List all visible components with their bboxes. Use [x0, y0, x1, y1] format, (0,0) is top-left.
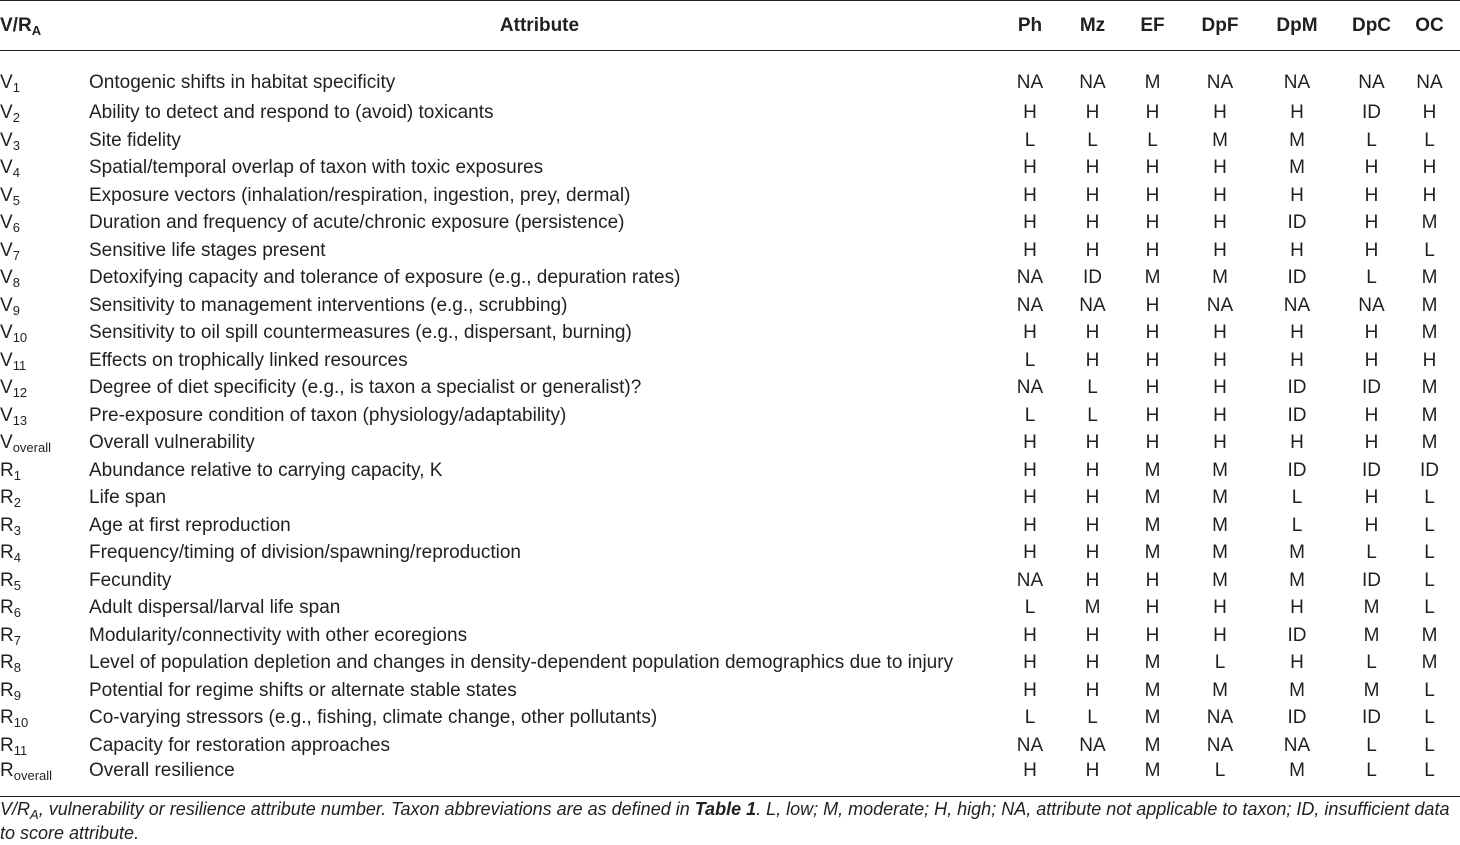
table-row [0, 759, 1460, 797]
score-cell: M [1084, 597, 1101, 619]
score-cell: H [1145, 404, 1160, 426]
attribute-description: Sensitivity to oil spill countermeasures (e.g., dispersant, burning) [89, 322, 632, 344]
score-cell: M [1250, 759, 1344, 797]
score-cell: H [1290, 432, 1304, 454]
score-cell: H [1213, 404, 1227, 426]
score-cell: M [1421, 377, 1438, 399]
table-row [0, 237, 1460, 265]
score-cell: H [1364, 432, 1379, 454]
score-cell: M [1144, 487, 1161, 509]
score-cell: H [1085, 212, 1100, 234]
score-cell: L [1190, 759, 1250, 797]
score-cell: NA [1016, 734, 1044, 756]
score-cell: H [1364, 184, 1379, 206]
attribute-description: Co-varying stressors (e.g., fishing, climate change, other pollutants) [89, 707, 658, 729]
score-cell: L [1424, 597, 1435, 619]
score-cell: H [1085, 679, 1100, 701]
score-cell: H [1023, 239, 1037, 261]
attribute-description: Level of population depletion and changes in density-dependent population demographics due to injury [89, 652, 954, 674]
score-cell: L [1366, 129, 1377, 151]
score-cell: M [1421, 624, 1438, 646]
attribute-id: $V_1$ [0, 72, 20, 95]
score-cell: M [1115, 759, 1190, 797]
score-cell: L [1147, 129, 1158, 151]
score-cell: NA [1358, 294, 1385, 316]
score-cell: H [1023, 322, 1037, 344]
score-cell: NA [1079, 72, 1106, 93]
score-cell: H [1023, 652, 1037, 674]
score-cell: H [1145, 294, 1160, 316]
table-row [0, 347, 1460, 375]
score-cell: H [1145, 212, 1160, 234]
attribute-id: $R_7$ [0, 624, 21, 648]
score-cell: ID [1287, 404, 1307, 426]
score-cell: H [1290, 102, 1304, 124]
score-cell: H [1023, 184, 1037, 206]
score-cell: H [1023, 432, 1037, 454]
header-id: $V/R_A$ [0, 1, 89, 51]
attribute-id: $V_{13}$ [0, 404, 28, 428]
score-cell: ID [1362, 707, 1381, 729]
attribute-description: Modularity/connectivity with other ecoregions [89, 624, 468, 646]
score-cell: L [1214, 652, 1226, 674]
header-taxon-oc: OC [1399, 1, 1460, 51]
table-row [0, 457, 1460, 485]
score-cell: L [1024, 707, 1036, 729]
score-cell: H [1290, 239, 1304, 261]
score-cell: M [1421, 267, 1438, 289]
score-cell: H [1145, 239, 1160, 261]
score-cell: L [1291, 514, 1303, 536]
table-row [0, 127, 1460, 155]
score-cell: H [1422, 102, 1437, 124]
score-cell: NA [1416, 72, 1443, 93]
score-cell: M [1363, 679, 1380, 701]
table-row [0, 154, 1460, 182]
table-row [0, 567, 1460, 595]
attribute-id: $V_5$ [0, 184, 20, 208]
score-cell: H [1422, 349, 1437, 371]
score-cell: H [1023, 459, 1037, 481]
score-cell: ID [1362, 377, 1381, 399]
score-cell: NA [1016, 267, 1044, 289]
table-row [0, 649, 1460, 677]
attribute-description: Age at first reproduction [89, 514, 291, 536]
table-row [0, 594, 1460, 622]
score-cell: L [1087, 404, 1098, 426]
attribute-id: $R_8$ [0, 652, 21, 676]
score-cell: H [1364, 514, 1379, 536]
attribute-id: $R_{overall}$ [0, 759, 89, 797]
score-cell: H [1364, 239, 1379, 261]
score-cell: H [1213, 597, 1227, 619]
score-cell: H [1364, 487, 1379, 509]
score-cell: H [1145, 184, 1160, 206]
score-cell: H [1422, 184, 1437, 206]
score-cell: M [1144, 267, 1161, 289]
table-row [0, 539, 1460, 567]
score-cell: H [1213, 239, 1227, 261]
score-cell: H [1213, 184, 1227, 206]
attribute-description: Degree of diet specificity (e.g., is taxon a specialist or generalist)? [89, 377, 642, 399]
score-cell: L [1344, 759, 1399, 797]
score-cell: M [1144, 734, 1161, 756]
score-cell: M [1289, 542, 1305, 564]
score-cell: H [1023, 514, 1037, 536]
attribute-description: Sensitive life stages present [89, 239, 326, 261]
score-cell: H [1085, 569, 1100, 591]
header-taxon-dpc: DpC [1344, 1, 1399, 51]
score-cell: M [1212, 679, 1228, 701]
score-cell: L [1424, 542, 1435, 564]
table-row [0, 99, 1460, 127]
score-cell: M [1289, 679, 1305, 701]
score-cell: H [1085, 102, 1100, 124]
score-cell: ID [1362, 102, 1381, 124]
score-cell: H [1023, 212, 1037, 234]
attribute-description: Pre-exposure condition of taxon (physiology/adaptability) [89, 404, 567, 426]
score-cell: H [1422, 157, 1437, 179]
attribute-description: Sensitivity to management interventions (e.g., scrubbing) [89, 294, 568, 316]
attribute-description: Ontogenic shifts in habitat specificity [89, 72, 396, 93]
score-cell: NA [1079, 734, 1106, 756]
score-cell: H [1085, 514, 1100, 536]
score-cell: H [1213, 624, 1227, 646]
score-cell: H [1290, 597, 1304, 619]
score-cell: H [1023, 679, 1037, 701]
table-row [0, 292, 1460, 320]
attribute-id: $V_{10}$ [0, 322, 28, 346]
score-cell: NA [1016, 294, 1044, 316]
score-cell: L [1024, 404, 1036, 426]
score-cell: M [1212, 129, 1228, 151]
attribute-id: $V_6$ [0, 212, 20, 236]
attribute-description: Ability to detect and respond to (avoid) toxicants [89, 102, 494, 124]
header-taxon-ef: EF [1115, 1, 1190, 51]
table-row [0, 264, 1460, 292]
score-cell: L [1366, 542, 1377, 564]
score-cell: H [1145, 597, 1160, 619]
attribute-description: Detoxifying capacity and tolerance of exposure (e.g., depuration rates) [89, 267, 681, 289]
score-cell: H [1364, 349, 1379, 371]
attribute-description: Overall vulnerability [89, 432, 255, 454]
score-cell: M [1144, 514, 1161, 536]
table-row [0, 402, 1460, 430]
score-cell: H [1085, 487, 1100, 509]
score-cell: M [1421, 404, 1438, 426]
score-cell: NA [1206, 734, 1234, 756]
score-cell: L [1399, 759, 1460, 797]
table-row [0, 677, 1460, 705]
score-cell: M [1289, 569, 1305, 591]
score-cell: NA [1016, 72, 1044, 93]
score-cell: L [1087, 707, 1098, 729]
score-cell: ID [1287, 267, 1307, 289]
table-row [0, 182, 1460, 210]
score-cell: H [1145, 157, 1160, 179]
score-cell: H [1213, 157, 1227, 179]
attribute-id: $V_{12}$ [0, 377, 28, 401]
attribute-id: $V_7$ [0, 239, 20, 263]
score-cell: L [1424, 569, 1435, 591]
attribute-description: Abundance relative to carrying capacity, K [89, 459, 443, 481]
score-cell: H [1085, 432, 1100, 454]
table-body [0, 51, 1460, 797]
score-cell: ID [1287, 459, 1307, 481]
score-cell: L [1424, 239, 1435, 261]
score-cell: ID [1287, 707, 1307, 729]
attribute-description: Exposure vectors (inhalation/respiration, ingestion, prey, dermal) [89, 184, 631, 206]
score-cell: M [1363, 624, 1380, 646]
score-cell: M [1144, 679, 1161, 701]
score-cell: M [1212, 542, 1228, 564]
attribute-description: Capacity for restoration approaches [89, 734, 390, 756]
attribute-id: $R_6$ [0, 597, 21, 621]
score-cell: NA [1206, 707, 1234, 729]
score-cell: M [1144, 459, 1161, 481]
attribute-id: $R_5$ [0, 569, 21, 593]
attribute-id: $V_9$ [0, 294, 20, 318]
score-cell: H [1290, 322, 1304, 344]
score-cell: H [1145, 377, 1160, 399]
table-header [0, 1, 1460, 51]
header-taxon-dpm: DpM [1250, 1, 1344, 51]
table-row [0, 704, 1460, 732]
attribute-id: $R_4$ [0, 542, 21, 566]
header-attribute: Attribute [89, 1, 990, 51]
score-cell: L [1024, 349, 1036, 371]
score-cell: ID [1362, 569, 1381, 591]
score-cell: L [1366, 652, 1377, 674]
attribute-id: $V_4$ [0, 157, 20, 181]
score-cell: H [1023, 624, 1037, 646]
score-cell: ID [1287, 377, 1307, 399]
table-footnote: $V/R_A$, vulnerability or resilience attribute number. Taxon abbreviations are as defined in Table 1. L, low; M, moderate; H, high; NA, attribute not applicable to taxon; ID, insufficient data to score attribute. [0, 799, 1450, 843]
score-cell: NA [1358, 72, 1385, 93]
table-row [0, 51, 1460, 100]
score-cell: L [1024, 129, 1036, 151]
score-cell: ID [1420, 459, 1439, 481]
score-cell: H [1085, 239, 1100, 261]
score-cell: M [1421, 294, 1438, 316]
attribute-description: Effects on trophically linked resources [89, 349, 408, 371]
score-cell: H [1023, 157, 1037, 179]
score-cell: M [1289, 157, 1305, 179]
score-cell: M [1144, 72, 1161, 93]
score-cell: NA [1283, 294, 1311, 316]
score-cell: L [1087, 377, 1098, 399]
score-cell: ID [1287, 624, 1307, 646]
table-row [0, 732, 1460, 760]
attribute-description: Life span [89, 487, 167, 509]
score-cell: M [1144, 652, 1161, 674]
score-cell: H [1085, 542, 1100, 564]
score-cell: NA [1079, 294, 1106, 316]
attribute-id: $R_9$ [0, 679, 21, 703]
score-cell: M [1212, 514, 1228, 536]
score-cell: NA [1016, 377, 1044, 399]
attribute-description: Duration and frequency of acute/chronic exposure (persistence) [89, 212, 625, 234]
table-row [0, 374, 1460, 402]
score-cell: H [1364, 157, 1379, 179]
score-cell: L [1087, 129, 1098, 151]
score-cell: H [990, 759, 1070, 797]
score-cell: M [1212, 459, 1228, 481]
score-cell: M [1212, 267, 1228, 289]
score-cell: NA [1283, 72, 1311, 93]
score-cell: H [1213, 102, 1227, 124]
score-cell: NA [1206, 72, 1234, 93]
score-cell: M [1363, 597, 1380, 619]
attribute-id: $V_2$ [0, 102, 20, 126]
score-cell: H [1085, 184, 1100, 206]
attribute-description: Fecundity [89, 569, 172, 591]
score-cell: H [1213, 322, 1227, 344]
score-cell: H [1213, 432, 1227, 454]
header-taxon-dpf: DpF [1190, 1, 1250, 51]
score-cell: H [1070, 759, 1115, 797]
header-taxon-mz: Mz [1070, 1, 1115, 51]
score-cell: L [1424, 734, 1435, 756]
attribute-description: Site fidelity [89, 129, 181, 151]
score-cell: M [1212, 569, 1228, 591]
score-cell: ID [1287, 212, 1307, 234]
table-row [0, 209, 1460, 237]
score-cell: H [1213, 349, 1227, 371]
attribute-id: $R_2$ [0, 487, 21, 511]
header-taxon-ph: Ph [990, 1, 1070, 51]
score-cell: L [1366, 734, 1377, 756]
score-cell: H [1085, 459, 1100, 481]
score-cell: M [1144, 542, 1161, 564]
score-cell: H [1085, 322, 1100, 344]
score-cell: H [1145, 432, 1160, 454]
attribute-description: Frequency/timing of division/spawning/reproduction [89, 542, 521, 564]
score-cell: L [1424, 707, 1435, 729]
score-cell: H [1085, 349, 1100, 371]
score-cell: H [1085, 652, 1100, 674]
attribute-description: Spatial/temporal overlap of taxon with toxic exposures [89, 157, 544, 179]
score-cell: M [1144, 707, 1161, 729]
table-row [0, 484, 1460, 512]
score-cell: L [1366, 267, 1377, 289]
attribute-description: Potential for regime shifts or alternate stable states [89, 679, 517, 701]
score-cell: M [1421, 212, 1438, 234]
score-cell: H [1145, 102, 1160, 124]
score-cell: H [1145, 624, 1160, 646]
score-cell: H [1085, 624, 1100, 646]
score-cell: L [1024, 597, 1036, 619]
score-cell: NA [1206, 294, 1234, 316]
score-cell: M [1421, 432, 1438, 454]
score-cell: H [1290, 184, 1304, 206]
score-cell: H [1023, 542, 1037, 564]
attribute-id: $R_1$ [0, 459, 21, 483]
attribute-description: Overall resilience [89, 759, 990, 797]
attribute-id: $V_8$ [0, 267, 20, 291]
attribute-id: $V_{11}$ [0, 349, 27, 373]
table-row [0, 622, 1460, 650]
attribute-id: $R_{11}$ [0, 734, 28, 758]
attribute-id: $V_{overall}$ [0, 432, 51, 456]
header-row [0, 1, 1460, 51]
score-cell: L [1424, 129, 1435, 151]
score-cell: M [1421, 322, 1438, 344]
score-cell: H [1023, 102, 1037, 124]
table-row [0, 319, 1460, 347]
attribute-id: $V_3$ [0, 129, 20, 153]
score-cell: L [1424, 514, 1435, 536]
score-cell: ID [1083, 267, 1102, 289]
score-cell: ID [1362, 459, 1381, 481]
score-cell: NA [1016, 569, 1044, 591]
score-cell: H [1023, 487, 1037, 509]
attribute-id: $R_{10}$ [0, 707, 29, 731]
table-reference: Table 1 [694, 799, 757, 819]
score-cell: H [1213, 212, 1227, 234]
table-row [0, 429, 1460, 457]
score-cell: L [1291, 487, 1303, 509]
score-cell: M [1289, 129, 1305, 151]
score-cell: H [1290, 652, 1304, 674]
score-cell: H [1364, 404, 1379, 426]
score-cell: H [1145, 569, 1160, 591]
score-cell: H [1145, 349, 1160, 371]
score-cell: H [1364, 212, 1379, 234]
score-cell: H [1290, 349, 1304, 371]
score-cell: H [1145, 322, 1160, 344]
score-cell: M [1212, 487, 1228, 509]
score-cell: L [1424, 487, 1435, 509]
score-cell: H [1213, 377, 1227, 399]
score-cell: H [1085, 157, 1100, 179]
score-cell: NA [1283, 734, 1311, 756]
table-row [0, 512, 1460, 540]
score-cell: L [1424, 679, 1435, 701]
attribute-id: $R_3$ [0, 514, 21, 538]
score-cell: M [1421, 652, 1438, 674]
score-cell: H [1364, 322, 1379, 344]
attribute-description: Adult dispersal/larval life span [89, 597, 341, 619]
